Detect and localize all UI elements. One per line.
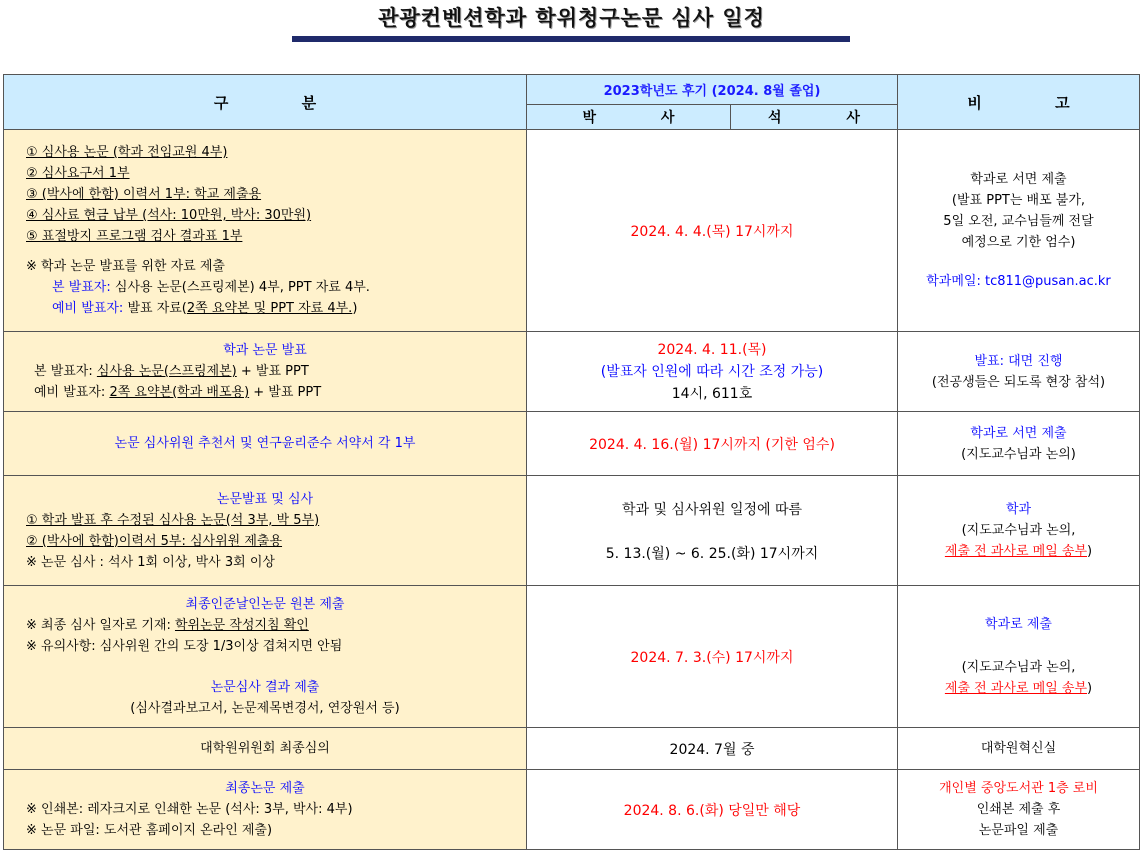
header-doctor: 박 사 xyxy=(527,105,731,130)
title-underline-bar xyxy=(292,36,850,42)
email-link[interactable]: tc811@pusan.ac.kr xyxy=(984,274,1111,289)
row5-schedule: 2024. 7. 3.(수) 17시까지 xyxy=(527,586,898,728)
header-note: 비 고 xyxy=(898,75,1140,130)
row5-note: 학과로 제출 (지도교수님과 논의, 제출 전 과사로 메일 송부) xyxy=(898,586,1140,728)
page-title: 관광컨벤션학과 학위청구논문 심사 일정 xyxy=(378,6,765,30)
row3-note: 학과로 서면 제출 (지도교수님과 논의) xyxy=(898,412,1140,476)
row2-schedule: 2024. 4. 11.(목) (발표자 인원에 따라 시간 조정 가능) 14시, 611호 xyxy=(527,332,898,412)
row2-note: 발표: 대면 진행 (전공생들은 되도록 현장 참석) xyxy=(898,332,1140,412)
table-row xyxy=(4,476,1140,586)
row7-schedule: 2024. 8. 6.(화) 당일만 해당 xyxy=(527,770,898,850)
table-row xyxy=(4,412,1140,476)
table-row xyxy=(4,130,1140,332)
row4-note: 학과 (지도교수님과 논의, 제출 전 과사로 메일 송부) xyxy=(898,476,1140,586)
row6-division: 대학원위원회 최종심의 xyxy=(4,728,527,770)
table-row xyxy=(4,586,1140,728)
row1-note: 학과로 서면 제출 (발표 PPT는 배포 불가, 5일 오전, 교수님들께 전달 예정으로 기한 엄수) 학과메일: tc811@pusan.ac.kr xyxy=(898,130,1140,332)
row2-division: 학과 논문 발표 본 발표자: 심사용 논문(스프링제본) + 발표 PPT 예비 발표자: 2쪽 요약본(학과 배포용) + 발표 PPT xyxy=(4,332,527,412)
row7-division: 최종논문 제출 ※ 인쇄본: 레자크지로 인쇄한 논문 (석사: 3부, 박사: 4부) ※ 논문 파일: 도서관 홈페이지 온라인 제출) xyxy=(4,770,527,850)
row3-schedule: 2024. 4. 16.(월) 17시까지 (기한 엄수) xyxy=(527,412,898,476)
schedule-table xyxy=(3,74,1140,850)
row5-division: 최종인준날인논문 원본 제출 ※ 최종 심사 일자로 기재: 학위논문 작성지침 확인 ※ 유의사항: 심사위원 간의 도장 1/3이상 겹쳐지면 안됨 논문심사 결과 제출 (심사결과보고서, 논문제목변경서, 연장원서 등) xyxy=(4,586,527,728)
table-row xyxy=(4,332,1140,412)
row4-division: 논문발표 및 심사 ① 학과 발표 후 수정된 심사용 논문(석 3부, 박 5부) ② (박사에 한함)이력서 5부: 심사위원 제출용 ※ 논문 심사 : 석사 1회 이상, 박사 3회 이상 xyxy=(4,476,527,586)
table-row xyxy=(4,770,1140,850)
row1-schedule: 2024. 4. 4.(목) 17시까지 xyxy=(527,130,898,332)
header-term: 2023학년도 후기 (2024. 8월 졸업) xyxy=(527,75,898,105)
table-row xyxy=(4,728,1140,770)
row6-schedule: 2024. 7월 중 xyxy=(527,728,898,770)
row6-note: 대학원혁신실 xyxy=(898,728,1140,770)
row3-division: 논문 심사위원 추천서 및 연구윤리준수 서약서 각 1부 xyxy=(4,412,527,476)
row1-division: ① 심사용 논문 (학과 전임교원 4부) ② 심사요구서 1부 ③ (박사에 한함) 이력서 1부: 학교 제출용 ④ 심사료 현금 납부 (석사: 10만원, 박사: 30만원) ⑤ 표절방지 프로그램 검사 결과표 1부 ※ 학과 논문 발표를 위한 자료 제출 본 발표자: 심사용 논문(스프링제본) 4부, PPT 자료 4부. 예비 발표자: 발표 자료(2쪽 요약본 및 PPT 자료 4부.) xyxy=(4,130,527,332)
header-master: 석 사 xyxy=(731,105,898,130)
row4-schedule: 학과 및 심사위원 일정에 따름 5. 13.(월) ~ 6. 25.(화) 17시까지 xyxy=(527,476,898,586)
header-division: 구 분 xyxy=(4,75,527,130)
row7-note: 개인별 중앙도서관 1층 로비 인쇄본 제출 후 논문파일 제출 xyxy=(898,770,1140,850)
